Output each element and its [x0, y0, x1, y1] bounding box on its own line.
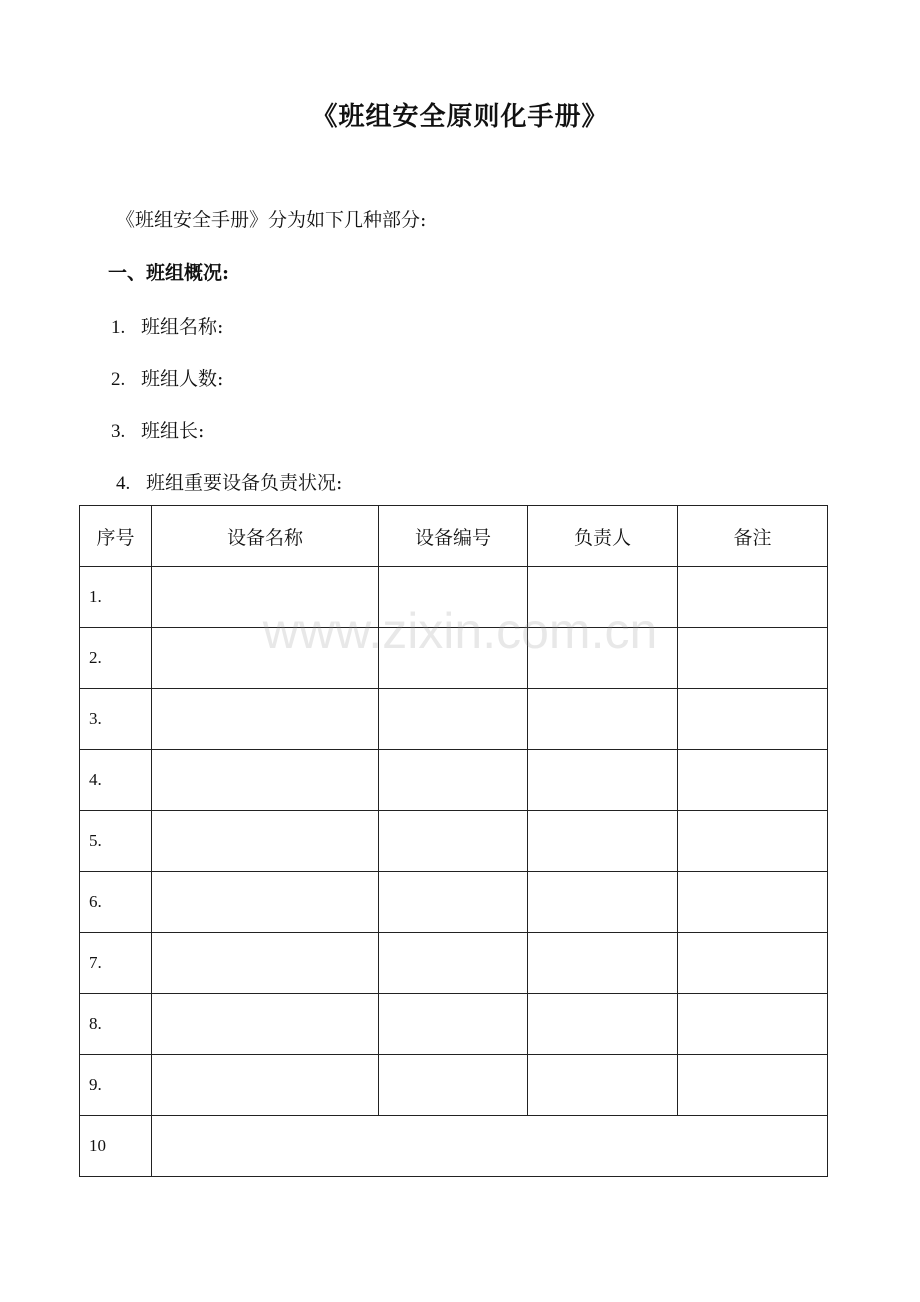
- cell-responsible-person[interactable]: [528, 689, 678, 750]
- watermark: www.zixin.com.cn: [262, 603, 658, 659]
- cell-equipment-name[interactable]: [152, 689, 379, 750]
- cell-remarks[interactable]: [678, 872, 828, 933]
- table-row: [80, 567, 828, 628]
- cell-remarks[interactable]: [678, 628, 828, 689]
- row-index: 7.: [80, 933, 152, 994]
- list-item-label: 班组名称:: [141, 316, 224, 338]
- cell-equipment-id[interactable]: [379, 628, 528, 689]
- list-item-team-name: [111, 312, 223, 339]
- header-serial-number: 序号: [80, 506, 152, 567]
- cell-equipment-id[interactable]: [379, 933, 528, 994]
- list-item-number: 4.: [116, 473, 131, 494]
- table-row: [80, 750, 828, 811]
- cell-remarks[interactable]: [678, 567, 828, 628]
- list-item-number: 2.: [111, 369, 126, 390]
- intro-text: 《班组安全手册》分为如下几种部分:: [116, 209, 427, 231]
- row-index: 1.: [80, 567, 152, 628]
- cell-equipment-id[interactable]: [379, 994, 528, 1055]
- list-item-label: 班组重要设备负责状况:: [146, 472, 343, 494]
- table-row: [80, 872, 828, 933]
- cell-equipment-name[interactable]: [152, 1055, 379, 1116]
- cell-responsible-person[interactable]: [528, 567, 678, 628]
- list-item-equipment-responsibility: [116, 468, 342, 495]
- row-index: 3.: [80, 689, 152, 750]
- equipment-table: [79, 505, 828, 1177]
- cell-remarks[interactable]: [678, 933, 828, 994]
- table-row: [80, 1055, 828, 1116]
- cell-equipment-name[interactable]: [152, 994, 379, 1055]
- list-item-team-size: [111, 364, 223, 391]
- cell-responsible-person[interactable]: [528, 628, 678, 689]
- cell-remarks[interactable]: [678, 1055, 828, 1116]
- cell-equipment-id[interactable]: [379, 567, 528, 628]
- table-row-last: [80, 1116, 828, 1177]
- row-index: 2.: [80, 628, 152, 689]
- cell-merged[interactable]: [152, 1116, 828, 1177]
- cell-equipment-name[interactable]: [152, 872, 379, 933]
- cell-responsible-person[interactable]: [528, 750, 678, 811]
- table-row: [80, 811, 828, 872]
- row-index: 4.: [80, 750, 152, 811]
- cell-responsible-person[interactable]: [528, 872, 678, 933]
- cell-remarks[interactable]: [678, 689, 828, 750]
- list-item-label: 班组人数:: [141, 368, 224, 390]
- cell-equipment-name[interactable]: [152, 750, 379, 811]
- list-item-label: 班组长:: [141, 420, 205, 442]
- table-row: [80, 689, 828, 750]
- list-item-number: 3.: [111, 421, 126, 442]
- header-equipment-id: 设备编号: [379, 506, 528, 567]
- row-index: 8.: [80, 994, 152, 1055]
- cell-equipment-id[interactable]: [379, 750, 528, 811]
- header-responsible-person: 负责人: [528, 506, 678, 567]
- list-item-number: 1.: [111, 317, 126, 338]
- cell-equipment-name[interactable]: [152, 811, 379, 872]
- cell-responsible-person[interactable]: [528, 811, 678, 872]
- cell-equipment-id[interactable]: [379, 1055, 528, 1116]
- row-index: 5.: [80, 811, 152, 872]
- list-item-team-leader: [111, 416, 204, 443]
- cell-responsible-person[interactable]: [528, 933, 678, 994]
- cell-equipment-id[interactable]: [379, 811, 528, 872]
- cell-equipment-name[interactable]: [152, 933, 379, 994]
- cell-equipment-name[interactable]: [152, 628, 379, 689]
- row-index: 10: [80, 1116, 152, 1177]
- table-row: [80, 628, 828, 689]
- table-row: [80, 933, 828, 994]
- cell-equipment-id[interactable]: [379, 872, 528, 933]
- cell-equipment-id[interactable]: [379, 689, 528, 750]
- cell-remarks[interactable]: [678, 994, 828, 1055]
- cell-responsible-person[interactable]: [528, 994, 678, 1055]
- section-heading-overview: 一、班组概况:: [108, 262, 230, 284]
- cell-remarks[interactable]: [678, 750, 828, 811]
- row-index: 6.: [80, 872, 152, 933]
- document-title: 《班组安全原则化手册》: [311, 102, 609, 132]
- header-equipment-name: 设备名称: [152, 506, 379, 567]
- cell-equipment-name[interactable]: [152, 567, 379, 628]
- table-row: [80, 994, 828, 1055]
- cell-responsible-person[interactable]: [528, 1055, 678, 1116]
- table-header-row: [80, 506, 828, 567]
- cell-remarks[interactable]: [678, 811, 828, 872]
- header-remarks: 备注: [678, 506, 828, 567]
- row-index: 9.: [80, 1055, 152, 1116]
